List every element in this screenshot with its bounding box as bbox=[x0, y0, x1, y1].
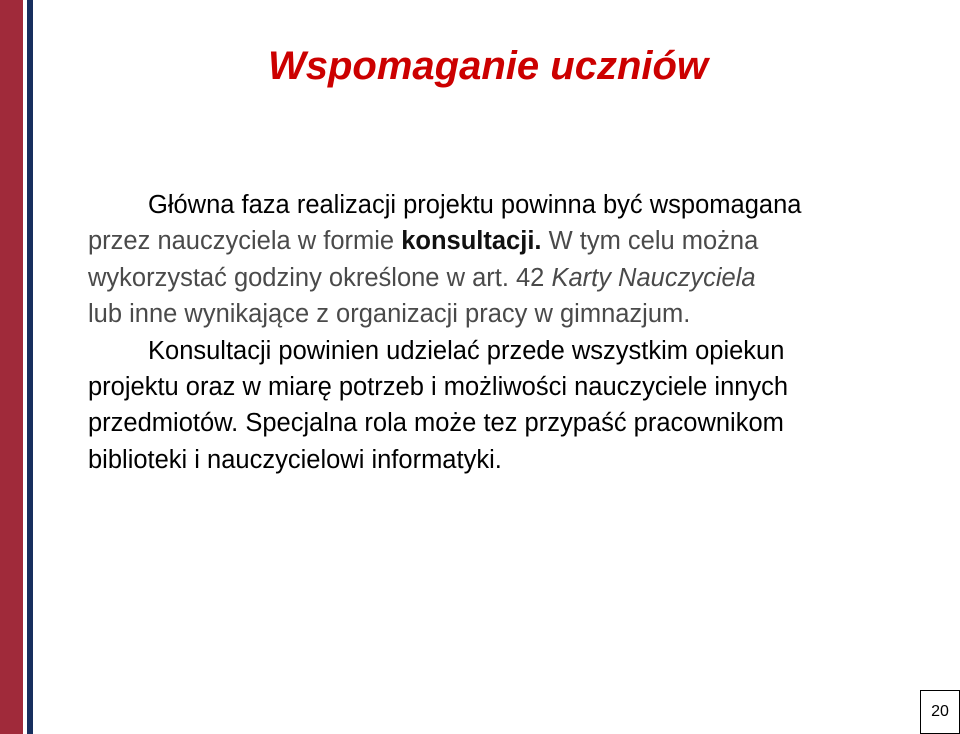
paragraph-2-line-1: Konsultacji powinien udzielać przede wszystkim opiekun bbox=[148, 336, 785, 365]
paragraph-2-line-4: biblioteki i nauczycielowi informatyki. bbox=[88, 445, 502, 474]
page-number: 20 bbox=[920, 690, 960, 734]
text-segment: wykorzystać godziny określone w art. 42 bbox=[88, 263, 552, 292]
paragraph-2 bbox=[88, 333, 928, 479]
emphasis-konsultacji: konsultacji. bbox=[401, 227, 542, 256]
paragraph-1-line-2 bbox=[88, 223, 928, 259]
paragraph-2-line-3: przedmiotów. Specjalna rola może tez przypaść pracownikom bbox=[88, 409, 784, 438]
paragraph-1-line-4: lub inne wynikające z organizacji pracy w gimnazjum. bbox=[88, 300, 691, 329]
slide-body bbox=[88, 187, 928, 478]
left-red-bar bbox=[0, 0, 23, 734]
text-segment: W tym celu można bbox=[541, 227, 759, 256]
paragraph-1-line-1: Główna faza realizacji projektu powinna być wspomagana bbox=[148, 191, 802, 219]
slide-title: Wspomaganie uczniów bbox=[268, 44, 709, 88]
paragraph-2-line-2: projektu oraz w miarę potrzeb i możliwości nauczyciele innych bbox=[88, 373, 789, 402]
text-segment: przez nauczyciela w formie bbox=[88, 227, 402, 256]
paragraph-1-line-3 bbox=[88, 260, 928, 296]
emphasis-karty-nauczyciela: Karty Nauczyciela bbox=[551, 263, 756, 292]
paragraph-1 bbox=[88, 187, 928, 333]
left-navy-bar bbox=[27, 0, 33, 734]
